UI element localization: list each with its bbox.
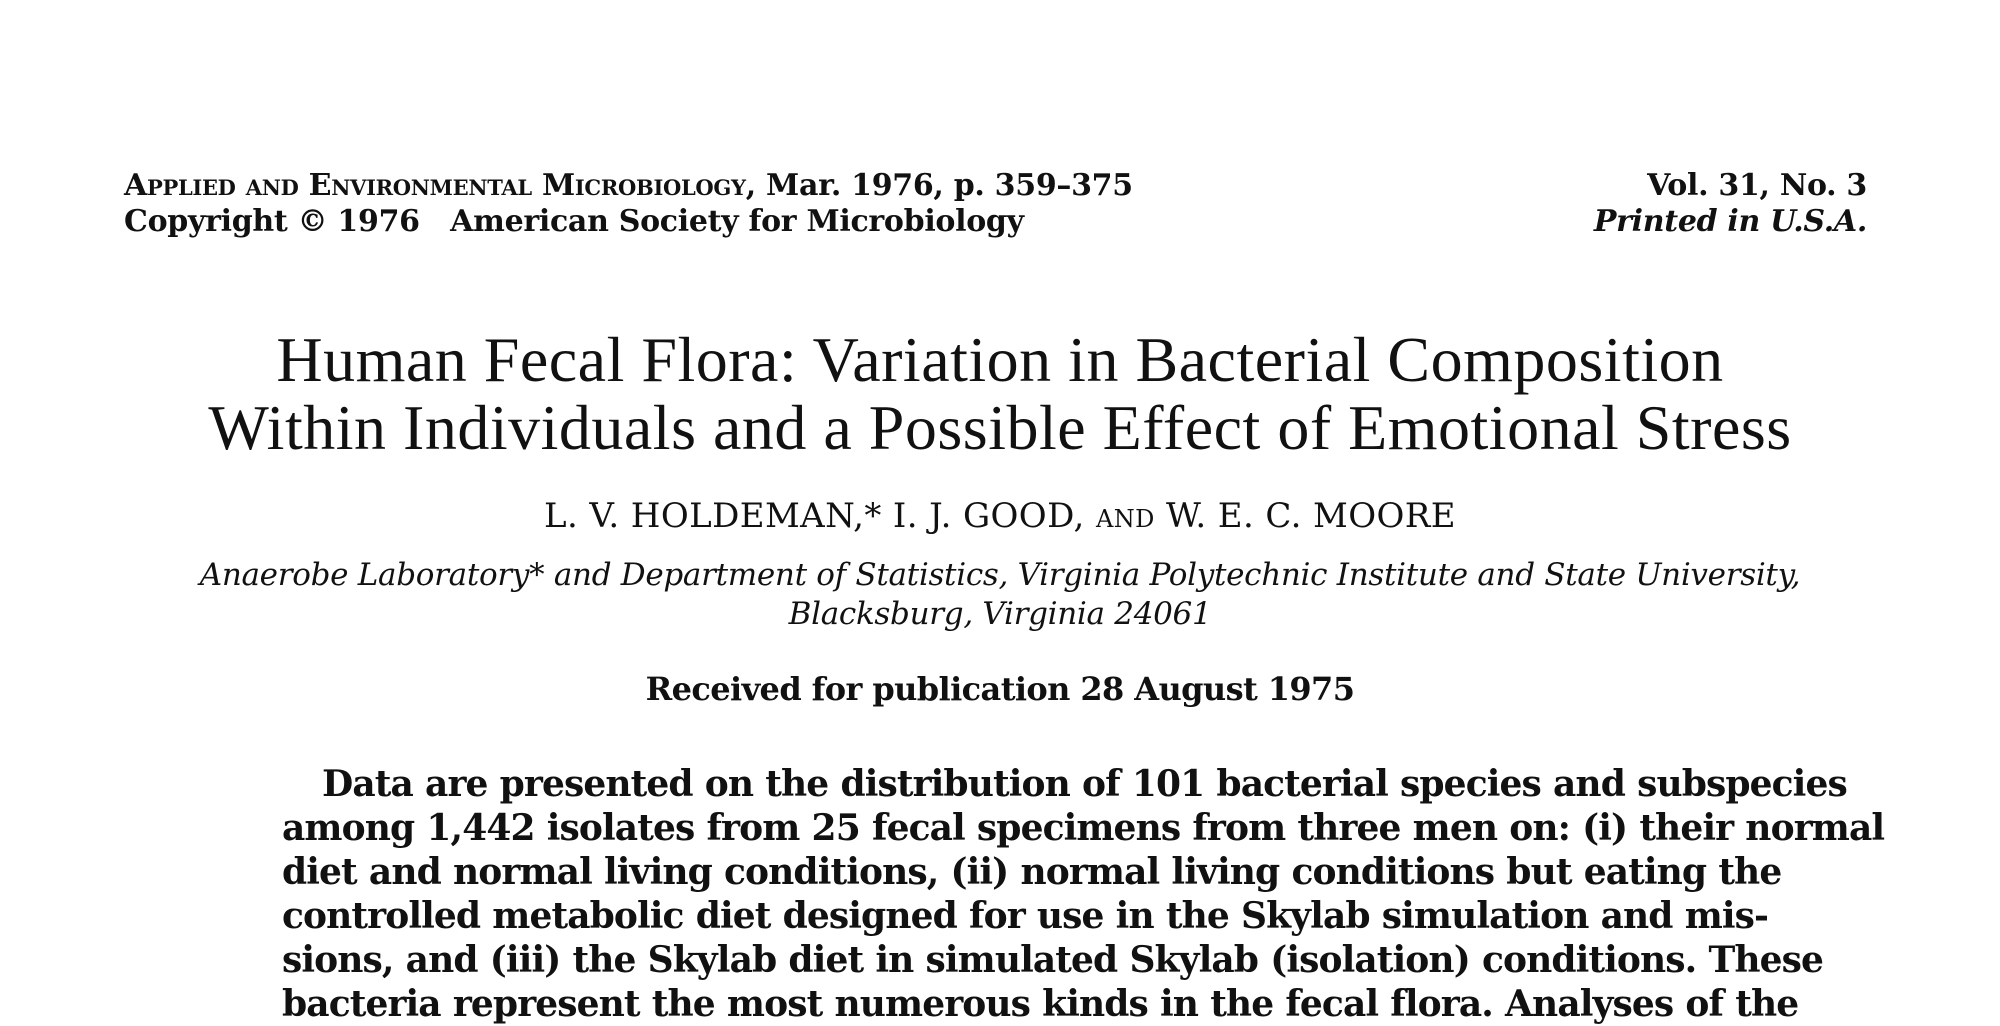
abstract-line: sions, and (iii) the Skylab diet in simulated Skylab (isolation) conditions. These [282, 939, 1823, 981]
abstract-line: Data are presented on the distribution of 101 bacterial species and subspecies [322, 763, 1847, 805]
abstract-line: diet and normal living conditions, (ii) normal living conditions but eating the [282, 851, 1782, 893]
affiliation-line-1: Anaerobe Laboratory* and Department of Statistics, Virginia Polytechnic Institute and State University, [199, 557, 1801, 593]
authors-part-1: L. V. HOLDEMAN,* I. J. GOOD, [543, 496, 1085, 536]
abstract [282, 762, 1885, 1026]
journal-name: Applied and Environmental Microbiology, [124, 168, 756, 203]
journal-citation-line [124, 168, 1133, 204]
journal-header [124, 168, 1133, 240]
title-line-2: Within Individuals and a Possible Effect of Emotional Stress [208, 392, 1792, 463]
abstract-line: bacteria represent the most numerous kinds in the fecal flora. Analyses of the [282, 983, 1799, 1025]
affiliation [0, 556, 2000, 634]
authors-conjunction: and [1095, 496, 1155, 536]
authors-part-2: W. E. C. MOORE [1165, 496, 1457, 536]
paper-title [0, 326, 2000, 462]
abstract-line: controlled metabolic diet designed for use in the Skylab simulation and mis- [282, 895, 1769, 937]
issue-info: Mar. 1976, p. 359–375 [766, 168, 1133, 203]
volume-block [1594, 168, 1867, 240]
abstract-line: among 1,442 isolates from 25 fecal specimens from three men on: (i) their normal [282, 807, 1885, 849]
title-line-1: Human Fecal Flora: Variation in Bacterial Composition [276, 324, 1724, 395]
volume-info: Vol. 31, No. 3 [1647, 168, 1867, 203]
printed-location: Printed in U.S.A. [1593, 204, 1867, 239]
received-date: Received for publication 28 August 1975 [645, 670, 1355, 708]
copyright-line: Copyright © 1976 American Society for Microbiology [124, 204, 1024, 239]
affiliation-line-2: Blacksburg, Virginia 24061 [788, 596, 1212, 632]
author-list [0, 496, 2000, 536]
